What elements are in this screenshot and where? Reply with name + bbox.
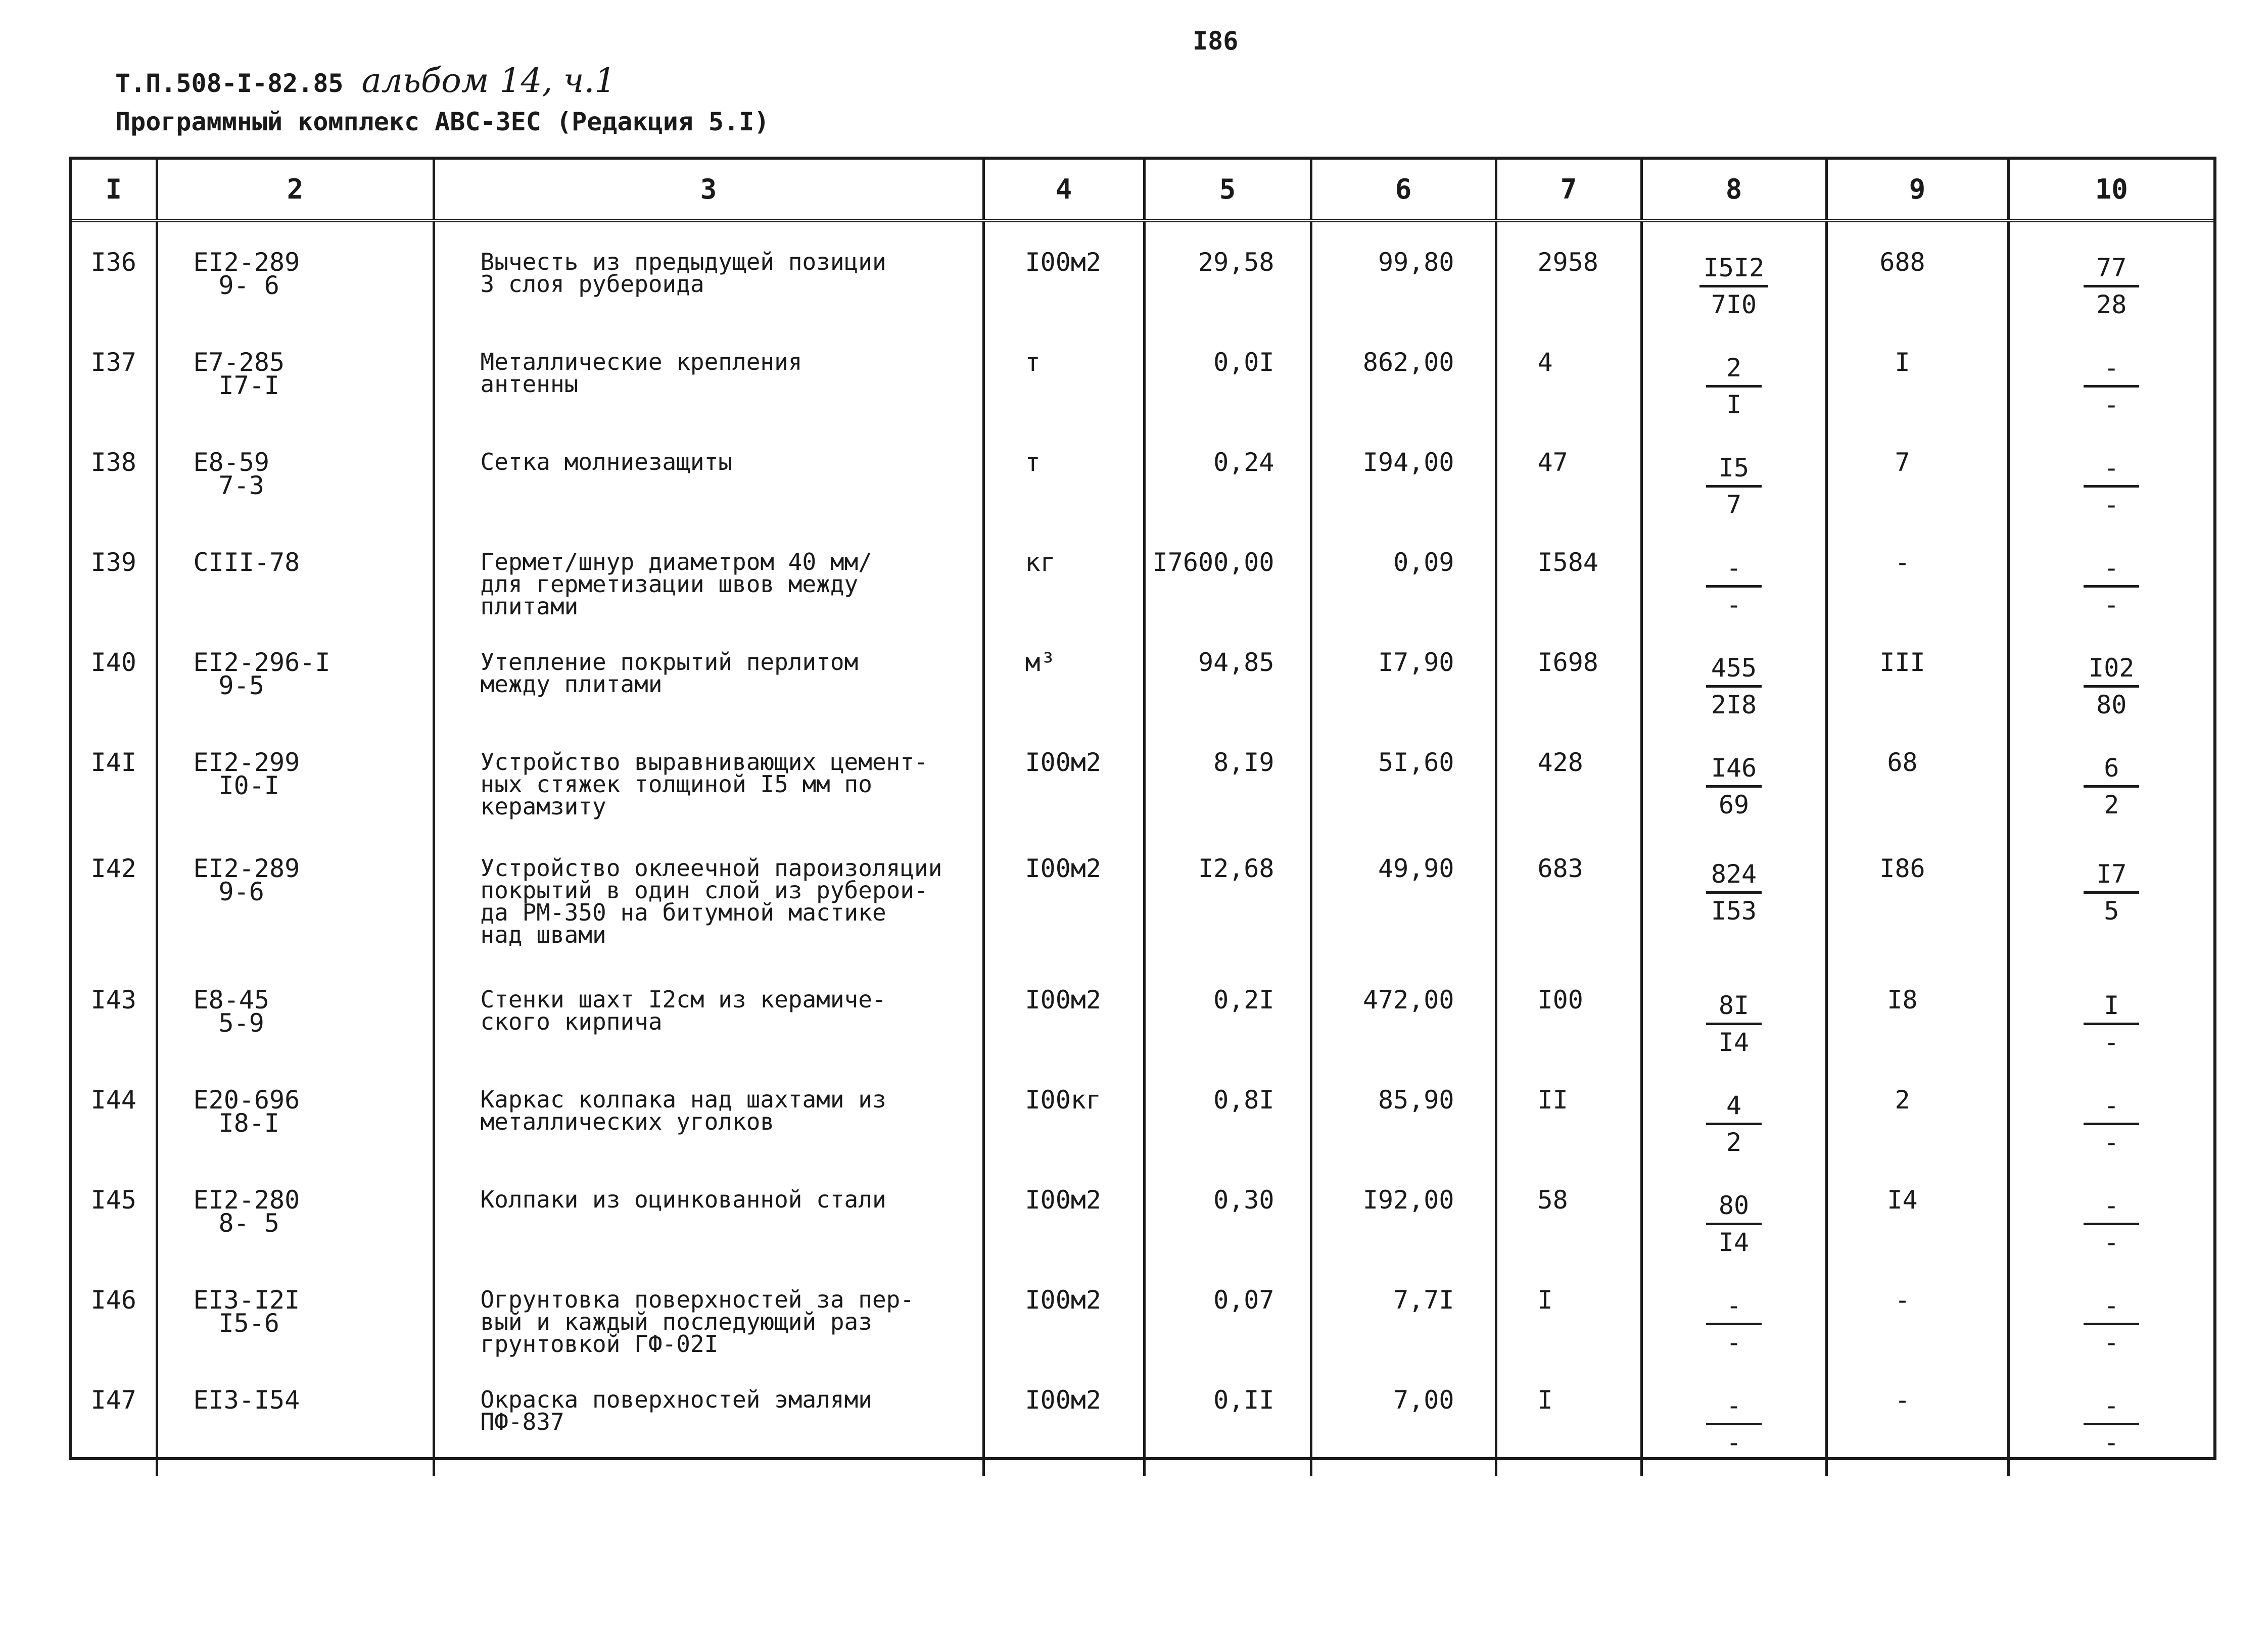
col10-cell: [2008, 1160, 2213, 1260]
rate-code-sub: 9-6: [218, 877, 264, 906]
col-header-4: 4: [983, 160, 1144, 220]
row-number: I36: [90, 247, 136, 277]
col10-cell: [2008, 220, 2213, 322]
rate-code-sub: 9- 6: [218, 270, 279, 300]
table-row: [72, 960, 2213, 1060]
rate-code: EI2-299: [193, 747, 300, 777]
col8-bottom: 2: [1726, 1127, 1742, 1157]
unit-price: 0,09: [1311, 522, 1496, 622]
unit: т: [983, 322, 1144, 422]
col-header-3: 3: [434, 160, 983, 220]
unit-price: 7,7I: [1311, 1260, 1496, 1360]
col10-cell: [2008, 322, 2213, 422]
rate-code-cell: [157, 1360, 434, 1476]
col10-fraction: [2084, 988, 2139, 1059]
table-row: [72, 1260, 2213, 1360]
header-program: Программный комплекс АВС-3ЕС (Редакция 5.I): [115, 107, 770, 136]
col10-bottom: -: [2104, 390, 2119, 419]
col-header-1: I: [72, 160, 157, 220]
rate-code-cell: [157, 960, 434, 1060]
col8-cell: [1641, 622, 1826, 722]
rate-code: E20-696: [193, 1085, 300, 1115]
col8-top: 455: [1706, 651, 1762, 688]
col10-bottom: -: [2104, 1127, 2119, 1157]
col10-fraction: [2084, 551, 2139, 622]
unit: I00м2: [983, 1160, 1144, 1260]
col8-bottom: I4: [1718, 1227, 1750, 1257]
col10-cell: [2008, 522, 2213, 622]
total-cost: 683: [1496, 829, 1641, 960]
unit-price: 472,00: [1311, 960, 1496, 1060]
col10-cell: [2008, 722, 2213, 829]
col8-cell: [1641, 522, 1826, 622]
col8-bottom: 7: [1726, 490, 1742, 519]
col9-value: -: [1826, 1360, 2008, 1476]
rate-code-sub: I5-6: [218, 1308, 279, 1338]
col-header-8: 8: [1641, 160, 1826, 220]
col10-bottom: -: [2104, 1227, 2119, 1257]
quantity: I7600,00: [1144, 522, 1311, 622]
rate-code: EI2-289: [193, 853, 300, 883]
col10-top: -: [2084, 1388, 2139, 1425]
col8-bottom: I4: [1718, 1027, 1750, 1057]
col-header-7: 7: [1496, 160, 1641, 220]
col8-top: -: [1706, 551, 1762, 588]
total-cost: 47: [1496, 422, 1641, 522]
rate-code-sub: 7-3: [218, 470, 264, 500]
col8-cell: [1641, 322, 1826, 422]
col8-fraction: [1706, 451, 1762, 522]
work-description: Стенки шахт I2см из керамиче- ского кирпича: [434, 960, 983, 1060]
rate-code-sub: 8- 5: [218, 1208, 279, 1238]
table-row: [72, 1160, 2213, 1260]
col8-fraction: [1706, 551, 1762, 622]
col9-value: I8: [1826, 960, 2008, 1060]
rate-code-sub: 9-5: [218, 670, 264, 700]
col10-cell: [2008, 829, 2213, 960]
col10-top: 77: [2084, 251, 2139, 287]
work-description: Колпаки из оцинкованной стали: [434, 1160, 983, 1260]
rate-code-cell: [157, 522, 434, 622]
table-body: [72, 220, 2213, 1476]
col8-cell: [1641, 1160, 1826, 1260]
unit: м³: [983, 622, 1144, 722]
col10-top: I7: [2084, 857, 2139, 894]
quantity: 0,24: [1144, 422, 1311, 522]
col8-top: 80: [1706, 1188, 1762, 1225]
unit: I00м2: [983, 1260, 1144, 1360]
rate-code-cell: [157, 622, 434, 722]
col8-fraction: [1706, 751, 1762, 822]
quantity: 94,85: [1144, 622, 1311, 722]
col10-fraction: [2084, 651, 2139, 722]
col10-fraction: [2084, 1088, 2139, 1160]
col-header-2: 2: [157, 160, 434, 220]
total-cost: I698: [1496, 622, 1641, 722]
unit: I00кг: [983, 1060, 1144, 1160]
col9-value: -: [1826, 522, 2008, 622]
estimate-table: [72, 160, 2213, 1476]
work-description: Устройство выравнивающих цемент- ных стяжек толщиной I5 мм по керамзиту: [434, 722, 983, 829]
col10-top: -: [2084, 1188, 2139, 1225]
col8-cell: [1641, 1360, 1826, 1476]
col10-fraction: [2084, 351, 2139, 422]
col8-cell: [1641, 829, 1826, 960]
rate-code: E8-59: [193, 447, 270, 477]
col-header-9: 9: [1826, 160, 2008, 220]
col9-value: 68: [1826, 722, 2008, 829]
unit-price: 7,00: [1311, 1360, 1496, 1476]
col8-top: 8I: [1706, 988, 1762, 1025]
col8-bottom: -: [1726, 590, 1742, 619]
rate-code-cell: [157, 322, 434, 422]
col10-bottom: -: [2104, 490, 2119, 519]
col10-top: 6: [2084, 751, 2139, 788]
header-ref-line: [115, 62, 769, 103]
col10-cell: [2008, 622, 2213, 722]
col10-top: -: [2084, 351, 2139, 388]
col-header-5: 5: [1144, 160, 1311, 220]
col10-cell: [2008, 422, 2213, 522]
page-number: I86: [1193, 26, 1239, 56]
col10-fraction: [2084, 251, 2139, 322]
unit-price: 5I,60: [1311, 722, 1496, 829]
quantity: 29,58: [1144, 220, 1311, 322]
unit: I00м2: [983, 722, 1144, 829]
quantity: 0,II: [1144, 1360, 1311, 1476]
rate-code-sub: I8-I: [218, 1108, 279, 1138]
rate-code-sub: I0-I: [218, 770, 279, 800]
unit-price: I94,00: [1311, 422, 1496, 522]
col10-bottom: 28: [2096, 289, 2127, 319]
work-description: Вычесть из предыдущей позиции 3 слоя рубероида: [434, 220, 983, 322]
rate-code: E7-285: [193, 347, 285, 377]
rate-code: EI3-I54: [193, 1385, 300, 1415]
col8-bottom: 69: [1718, 790, 1750, 819]
col8-fraction: [1706, 1388, 1762, 1460]
rate-code-sub: I7-I: [218, 370, 279, 400]
row-number: I39: [90, 547, 136, 577]
work-description: Утепление покрытий перлитом между плитами: [434, 622, 983, 722]
col8-bottom: I: [1726, 390, 1742, 419]
col10-cell: [2008, 960, 2213, 1060]
col8-cell: [1641, 220, 1826, 322]
rate-code: EI3-I2I: [193, 1285, 300, 1315]
work-description: Сетка молниезащиты: [434, 422, 983, 522]
col8-bottom: -: [1726, 1427, 1742, 1457]
col10-top: -: [2084, 1288, 2139, 1325]
total-cost: I: [1496, 1260, 1641, 1360]
quantity: 8,I9: [1144, 722, 1311, 829]
rate-code-cell: [157, 422, 434, 522]
col8-cell: [1641, 1060, 1826, 1160]
work-description: Металлические крепления антенны: [434, 322, 983, 422]
table-row: [72, 622, 2213, 722]
col8-cell: [1641, 722, 1826, 829]
quantity: 0,07: [1144, 1260, 1311, 1360]
row-number: I45: [90, 1185, 136, 1215]
table-row: [72, 522, 2213, 622]
col10-fraction: [2084, 857, 2139, 928]
col8-top: 4: [1706, 1088, 1762, 1125]
col8-top: 2: [1706, 351, 1762, 388]
row-number: I47: [90, 1385, 136, 1415]
col8-bottom: I53: [1711, 896, 1757, 926]
total-cost: 2958: [1496, 220, 1641, 322]
col8-fraction: [1706, 1188, 1762, 1260]
col9-value: 2: [1826, 1060, 2008, 1160]
row-number: I46: [90, 1285, 136, 1315]
col10-bottom: 2: [2104, 790, 2119, 819]
row-number: I44: [90, 1085, 136, 1115]
col10-cell: [2008, 1060, 2213, 1160]
quantity: 0,2I: [1144, 960, 1311, 1060]
col8-fraction: [1699, 251, 1768, 322]
col10-top: -: [2084, 451, 2139, 488]
total-cost: 4: [1496, 322, 1641, 422]
estimate-sheet: [69, 157, 2216, 1460]
col9-value: 688: [1826, 220, 2008, 322]
rate-code: CIII-78: [193, 547, 300, 577]
col8-bottom: 2I8: [1711, 690, 1757, 719]
col8-top: I5I2: [1699, 251, 1768, 287]
quantity: 0,0I: [1144, 322, 1311, 422]
total-cost: I00: [1496, 960, 1641, 1060]
col8-top: -: [1706, 1388, 1762, 1425]
rate-code: EI2-296-I: [193, 647, 330, 677]
col8-cell: [1641, 422, 1826, 522]
col10-top: -: [2084, 1088, 2139, 1125]
col9-value: I4: [1826, 1160, 2008, 1260]
unit-price: 85,90: [1311, 1060, 1496, 1160]
header-ref: Т.П.508-I-82.85: [115, 69, 344, 98]
work-description: Окраска поверхностей эмалями ПФ-837: [434, 1360, 983, 1476]
rate-code-cell: [157, 1260, 434, 1360]
col10-top: -: [2084, 551, 2139, 588]
col10-fraction: [2084, 1388, 2139, 1460]
quantity: 0,30: [1144, 1160, 1311, 1260]
col8-top: I46: [1706, 751, 1762, 788]
table-row: [72, 322, 2213, 422]
table-row: [72, 722, 2213, 829]
col10-bottom: -: [2104, 590, 2119, 619]
col9-value: 7: [1826, 422, 2008, 522]
work-description: Гермет/шнур диаметром 40 мм/ для герметизации швов между плитами: [434, 522, 983, 622]
rate-code-cell: [157, 1160, 434, 1260]
rate-code: E8-45: [193, 985, 270, 1015]
unit-price: I92,00: [1311, 1160, 1496, 1260]
row-number: I43: [90, 985, 136, 1015]
quantity: 0,8I: [1144, 1060, 1311, 1160]
unit: I00м2: [983, 960, 1144, 1060]
header-row: [72, 160, 2213, 220]
unit: I00м2: [983, 829, 1144, 960]
row-number: I40: [90, 647, 136, 677]
unit-price: 49,90: [1311, 829, 1496, 960]
col10-bottom: -: [2104, 1027, 2119, 1057]
row-number: I37: [90, 347, 136, 377]
col10-bottom: -: [2104, 1427, 2119, 1457]
rate-code-sub: 5-9: [218, 1008, 264, 1038]
table-row: [72, 829, 2213, 960]
unit-price: I7,90: [1311, 622, 1496, 722]
unit: I00м2: [983, 1360, 1144, 1476]
rate-code-cell: [157, 829, 434, 960]
work-description: Устройство оклеечной пароизоляции покрытий в один слой из руберои- да РМ-350 на битумной мастике над швами: [434, 829, 983, 960]
rate-code-cell: [157, 1060, 434, 1160]
total-cost: I584: [1496, 522, 1641, 622]
col10-cell: [2008, 1260, 2213, 1360]
unit-price: 99,80: [1311, 220, 1496, 322]
row-number: I38: [90, 447, 136, 477]
col-header-10: 10: [2008, 160, 2213, 220]
row-number: I42: [90, 853, 136, 883]
col8-fraction: [1706, 351, 1762, 422]
col8-cell: [1641, 1260, 1826, 1360]
col8-fraction: [1706, 1088, 1762, 1160]
header-album-note: альбом 14, ч.1: [361, 61, 616, 100]
rate-code: EI2-289: [193, 247, 300, 277]
col10-fraction: [2084, 1188, 2139, 1260]
col8-fraction: [1706, 651, 1762, 722]
rate-code-cell: [157, 220, 434, 322]
total-cost: I: [1496, 1360, 1641, 1476]
table-row: [72, 220, 2213, 322]
col8-bottom: -: [1726, 1327, 1742, 1357]
col-header-6: 6: [1311, 160, 1496, 220]
total-cost: 58: [1496, 1160, 1641, 1260]
col8-fraction: [1706, 1288, 1762, 1360]
work-description: Каркас колпака над шахтами из металлических уголков: [434, 1060, 983, 1160]
col10-top: I: [2084, 988, 2139, 1025]
table-row: [72, 1360, 2213, 1476]
col9-value: I: [1826, 322, 2008, 422]
col10-bottom: 5: [2104, 896, 2119, 926]
rate-code-cell: [157, 722, 434, 829]
table-row: [72, 422, 2213, 522]
quantity: I2,68: [1144, 829, 1311, 960]
col10-fraction: [2084, 751, 2139, 822]
col8-top: 824: [1706, 857, 1762, 894]
col10-fraction: [2084, 1288, 2139, 1360]
unit: кг: [983, 522, 1144, 622]
col9-value: -: [1826, 1260, 2008, 1360]
total-cost: 428: [1496, 722, 1641, 829]
document-header: [115, 62, 769, 141]
col8-top: -: [1706, 1288, 1762, 1325]
col10-fraction: [2084, 451, 2139, 522]
col10-top: I02: [2084, 651, 2139, 688]
table-row: [72, 1060, 2213, 1160]
row-number: I4I: [90, 747, 136, 777]
col10-bottom: -: [2104, 1327, 2119, 1357]
col10-cell: [2008, 1360, 2213, 1476]
col10-bottom: 80: [2096, 690, 2127, 719]
unit: т: [983, 422, 1144, 522]
col8-top: I5: [1706, 451, 1762, 488]
col8-fraction: [1706, 857, 1762, 928]
col9-value: III: [1826, 622, 2008, 722]
unit: I00м2: [983, 220, 1144, 322]
unit-price: 862,00: [1311, 322, 1496, 422]
work-description: Огрунтовка поверхностей за пер- вый и каждый последующий раз грунтовкой ГФ-02I: [434, 1260, 983, 1360]
rate-code: EI2-280: [193, 1185, 300, 1215]
col8-bottom: 7I0: [1711, 289, 1757, 319]
col8-cell: [1641, 960, 1826, 1060]
col8-fraction: [1706, 988, 1762, 1059]
col9-value: I86: [1826, 829, 2008, 960]
total-cost: II: [1496, 1060, 1641, 1160]
